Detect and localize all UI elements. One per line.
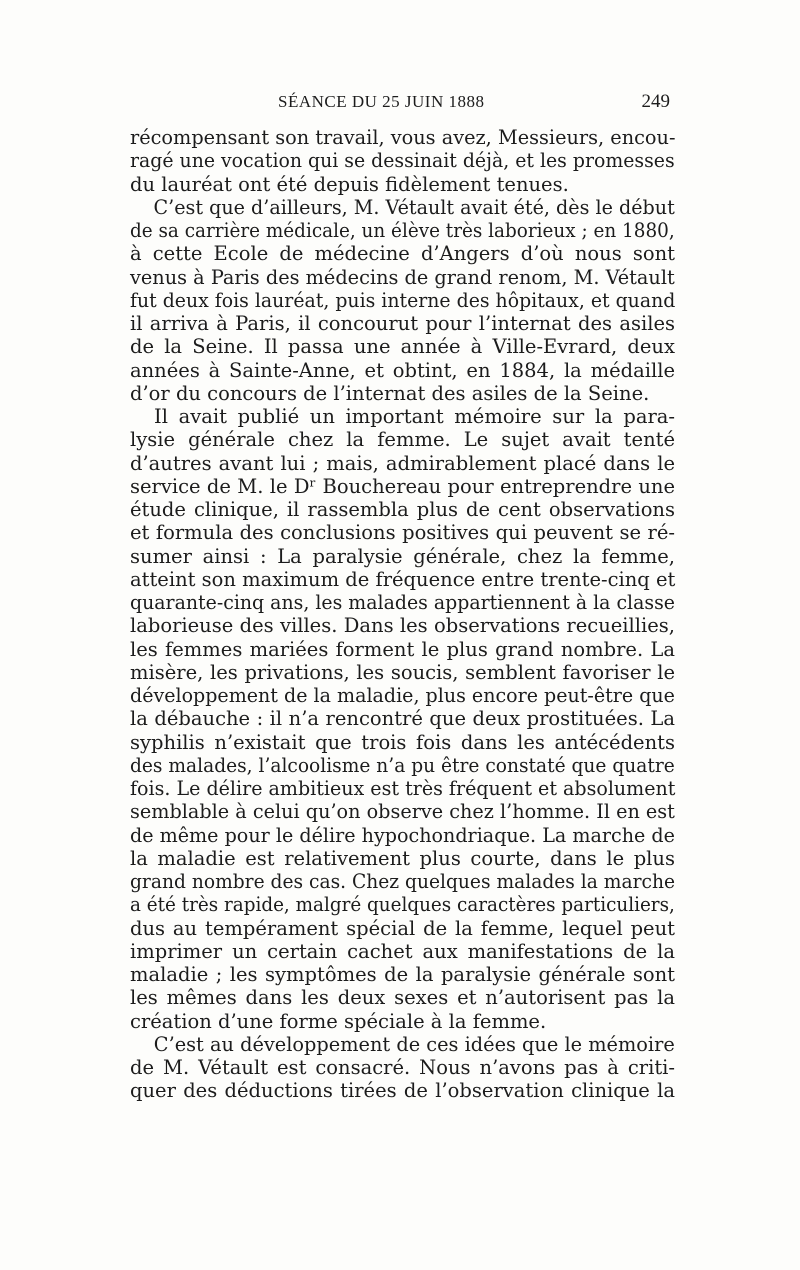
text-line: atteint son maximum de fréquence entre trente-cinq et <box>130 567 676 591</box>
text-line: dus au tempérament spécial de la femme, lequel peut <box>130 916 675 940</box>
text-line: C’est que d’ailleurs, M. Vétault avait été, dès le début <box>153 195 675 219</box>
body-text <box>130 126 675 1103</box>
text-line: développement de la maladie, plus encore peut-être que <box>130 684 675 707</box>
text-line: ragé une vocation qui se dessinait déjà, et les promesses <box>130 149 675 173</box>
text-line: quarante-cinq ans, les malades appartiennent à la classe <box>130 591 675 614</box>
text-line: fut deux fois lauréat, puis interne des hôpitaux, et quand <box>130 288 676 312</box>
text-line: la débauche : il n’a rencontré que deux prostituées. La <box>130 707 675 731</box>
text-line: semblable à celui qu’on observe chez l’homme. Il en est <box>130 800 675 824</box>
text-line: la maladie est relativement plus courte, dans le plus <box>130 846 675 870</box>
text-line: récompensant son travail, vous avez, Messieurs, encou- <box>130 126 676 149</box>
text-line: venus à Paris des médecins de grand renom, M. Vétault <box>130 265 675 289</box>
text-line: étude clinique, il rassembla plus de cent observations <box>130 498 675 521</box>
text-line: du lauréat ont été depuis fidèlement tenues. <box>130 172 569 196</box>
text-line: quer des déductions tirées de l’observation clinique la <box>130 1079 675 1103</box>
text-line: à cette Ecole de médecine d’Angers d’où nous sont <box>130 242 675 266</box>
text-line: de sa carrière médicale, un élève très laborieux ; en 1880, <box>130 219 675 242</box>
text-line: imprimer un certain cachet aux manifestations de la <box>130 939 675 963</box>
text-line: laborieuse des villes. Dans les observations recueillies, <box>130 614 675 638</box>
text-line: fois. Le délire ambitieux est très fréquent et absolument <box>130 777 676 800</box>
text-line: de M. Vétault est consacré. Nous n’avons pas à criti- <box>130 1056 675 1079</box>
page-number: 249 <box>641 91 670 112</box>
text-line: de la Seine. Il passa une année à Ville-Evrard, deux <box>130 335 675 359</box>
text-line: les femmes mariées forment le plus grand nombre. La <box>130 637 675 661</box>
text-line: les mêmes dans les deux sexes et n’autorisent pas la <box>130 986 675 1010</box>
text-line: a été très rapide, malgré quelques caractères particuliers, <box>130 893 675 917</box>
text-line: grand nombre des cas. Chez quelques malades la marche <box>130 870 675 893</box>
text-line: années à Sainte-Anne, et obtint, en 1884, la médaille <box>130 358 675 382</box>
running-head: SÉANCE DU 25 JUIN 1888 <box>278 92 485 111</box>
text-line: Il avait publié un important mémoire sur la para- <box>154 405 675 428</box>
text-line: syphilis n’existait que trois fois dans les antécédents <box>130 730 675 754</box>
text-line: d’autres avant lui ; mais, admirablement placé dans le <box>130 451 675 475</box>
text-line: de même pour le délire hypochondriaque. La marche de <box>130 823 675 847</box>
text-line: des malades, l’alcoolisme n’a pu être constaté que quatre <box>130 753 675 777</box>
page-header <box>130 92 670 116</box>
text-line: lysie générale chez la femme. Le sujet avait tenté <box>130 428 675 452</box>
text-line: il arriva à Paris, il concourut pour l’internat des asiles <box>130 312 675 335</box>
text-line: C’est au développement de ces idées que le mémoire <box>153 1032 675 1056</box>
text-line: misère, les privations, les soucis, semblent favoriser le <box>130 660 675 684</box>
text-line: création d’une forme spéciale à la femme. <box>130 1009 547 1033</box>
text-line: sumer ainsi : La paralysie générale, chez la femme, <box>130 544 675 568</box>
text-line: service de M. le Dʳ Bouchereau pour entreprendre une <box>130 474 675 498</box>
text-line: et formula des conclusions positives qui peuvent se ré- <box>130 521 675 545</box>
text-line: maladie ; les symptômes de la paralysie générale sont <box>130 963 675 986</box>
text-line: d’or du concours de l’internat des asiles de la Seine. <box>130 381 650 405</box>
